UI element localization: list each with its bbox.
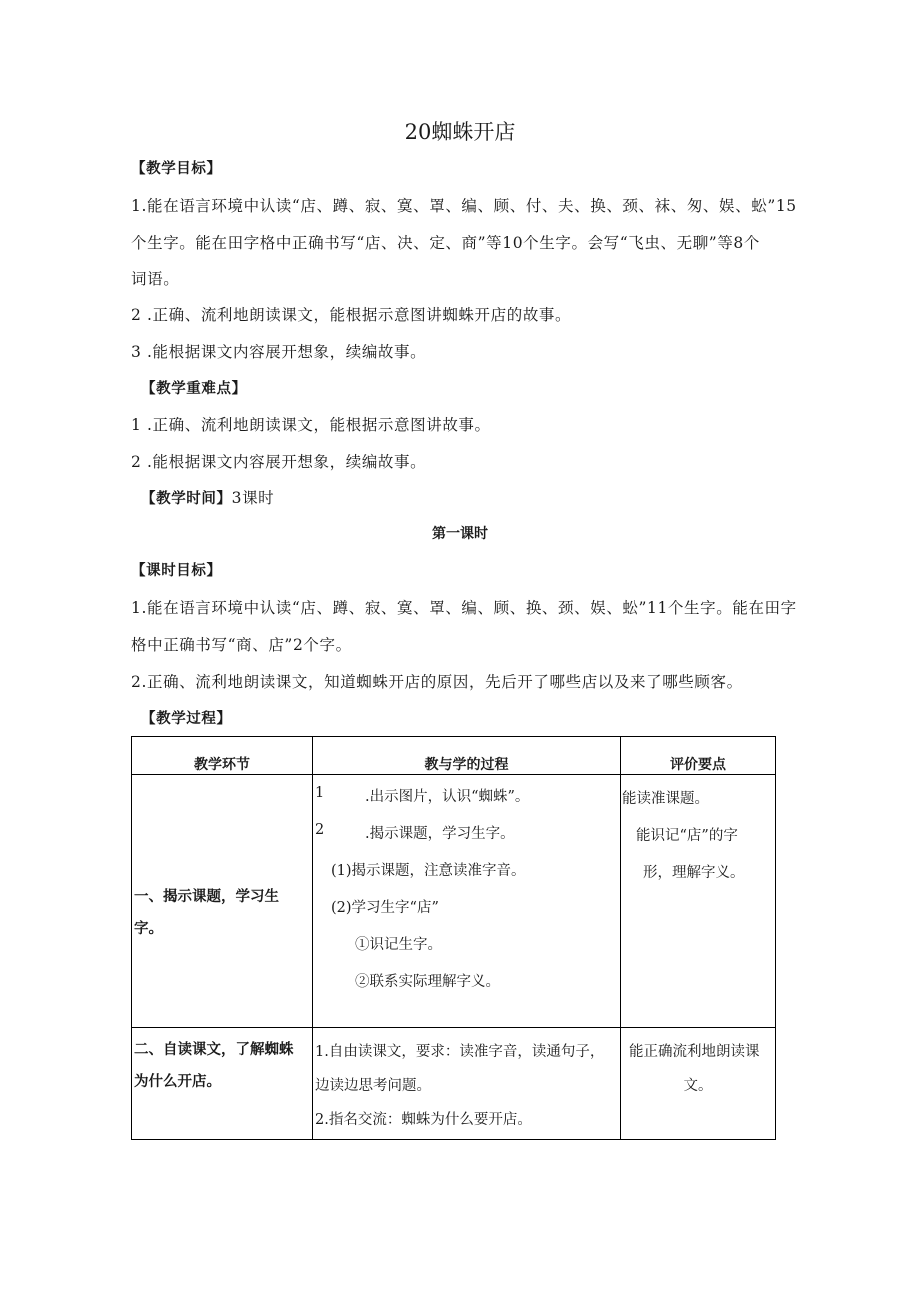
process-heading: 【教学过程】 xyxy=(141,711,232,727)
teaching-time xyxy=(141,486,274,508)
process-2-step-1-cont: 边读边思考问题。 xyxy=(315,1078,431,1094)
process-1-sub-2-point-1: ①识记生字。 xyxy=(355,937,442,953)
teaching-goals-heading: 【教学目标】 xyxy=(131,161,222,177)
lesson-goal-1-line-1: 1.能在语言环境中认读“店、蹲、寂、寞、罩、编、顾、换、颈、娱、蚣”11个生字。能在田字 xyxy=(131,599,797,617)
process-1-step-2-number: 2 xyxy=(315,822,325,838)
stage-cell-2 xyxy=(132,1028,313,1140)
stage-1-line-2: 字。 xyxy=(134,921,163,937)
stage-cell-1 xyxy=(132,775,313,1028)
teaching-goal-1-line-1: 1.能在语言环境中认读“店、蹲、寂、寞、罩、编、顾、付、夫、换、颈、袜、匆、娱、蚣”15 xyxy=(131,197,797,215)
evaluation-cell-1 xyxy=(621,775,776,1028)
teaching-goal-3: 3 .能根据课文内容展开想象，续编故事。 xyxy=(131,343,427,361)
column-header-evaluation: 评价要点 xyxy=(670,757,726,773)
process-1-step-2: .揭示课题，学习生字。 xyxy=(365,826,515,842)
teaching-goal-1-line-2: 个生字。能在田字格中正确书写“店、决、定、商”等10个生字。会写“飞虫、无聊”等8个 xyxy=(131,234,760,252)
table-row xyxy=(132,775,776,1028)
process-1-step-1: .出示图片，认识“蜘蛛”。 xyxy=(365,789,530,805)
stage-2-line-1: 二、自读课文，了解蜘蛛 xyxy=(134,1042,294,1058)
header-cell-evaluation xyxy=(621,737,776,775)
key-point-1: 1 .正确、流利地朗读课文，能根据示意图讲故事。 xyxy=(131,416,491,434)
lesson-title: 第一课时 xyxy=(432,526,488,542)
lesson-goal-1-line-2: 格中正确书写“商、店”2个字。 xyxy=(131,636,352,654)
key-points-heading: 【教学重难点】 xyxy=(141,381,247,397)
teaching-time-heading: 【教学时间】 xyxy=(141,491,232,507)
process-2-step-2: 2.指名交流：蜘蛛为什么要开店。 xyxy=(315,1112,532,1128)
column-header-stage: 教学环节 xyxy=(194,757,250,773)
header-cell-process xyxy=(313,737,621,775)
header-cell-stage xyxy=(132,737,313,775)
teaching-goal-1-line-3: 词语。 xyxy=(131,270,180,288)
process-cell-1 xyxy=(313,775,621,1028)
process-2-step-1: 1.自由读课文，要求：读准字音，读通句子， xyxy=(315,1044,605,1060)
column-header-process: 教与学的过程 xyxy=(424,757,509,773)
evaluation-1-line-3: 形，理解字义。 xyxy=(643,865,745,881)
lesson-goals-heading: 【课时目标】 xyxy=(131,563,222,579)
teaching-goal-2: 2 .正确、流利地朗读课文，能根据示意图讲蜘蛛开店的故事。 xyxy=(131,306,572,324)
table-header-row xyxy=(132,737,776,775)
evaluation-cell-2 xyxy=(621,1028,776,1140)
stage-1-line-1: 一、揭示课题，学习生 xyxy=(134,889,279,905)
lesson-goal-2: 2.正确、流利地朗读课文，知道蜘蛛开店的原因，先后开了哪些店以及来了哪些顾客。 xyxy=(131,673,743,691)
document-title: 20蜘蛛开店 xyxy=(404,120,516,144)
process-1-step-2-sub-1: (1)揭示课题，注意读准字音。 xyxy=(331,863,526,879)
evaluation-2-line-2: 文。 xyxy=(683,1078,713,1094)
process-1-sub-2-point-2: ②联系实际理解字义。 xyxy=(355,974,500,990)
evaluation-1-line-1: 能读准课题。 xyxy=(622,791,709,807)
process-cell-2 xyxy=(313,1028,621,1140)
evaluation-2-line-1: 能正确流利地朗读课 xyxy=(629,1044,760,1060)
table-row xyxy=(132,1028,776,1140)
evaluation-1-line-2: 能识记“店”的字 xyxy=(636,828,738,844)
process-1-step-2-sub-2: (2)学习生字“店” xyxy=(331,900,439,916)
key-point-2: 2 .能根据课文内容展开想象，续编故事。 xyxy=(131,453,427,471)
stage-2-line-2: 为什么开店。 xyxy=(134,1074,221,1090)
process-1-step-1-number: 1 xyxy=(315,785,325,801)
teaching-process-table xyxy=(131,736,776,1140)
teaching-time-value: 3课时 xyxy=(231,489,275,507)
